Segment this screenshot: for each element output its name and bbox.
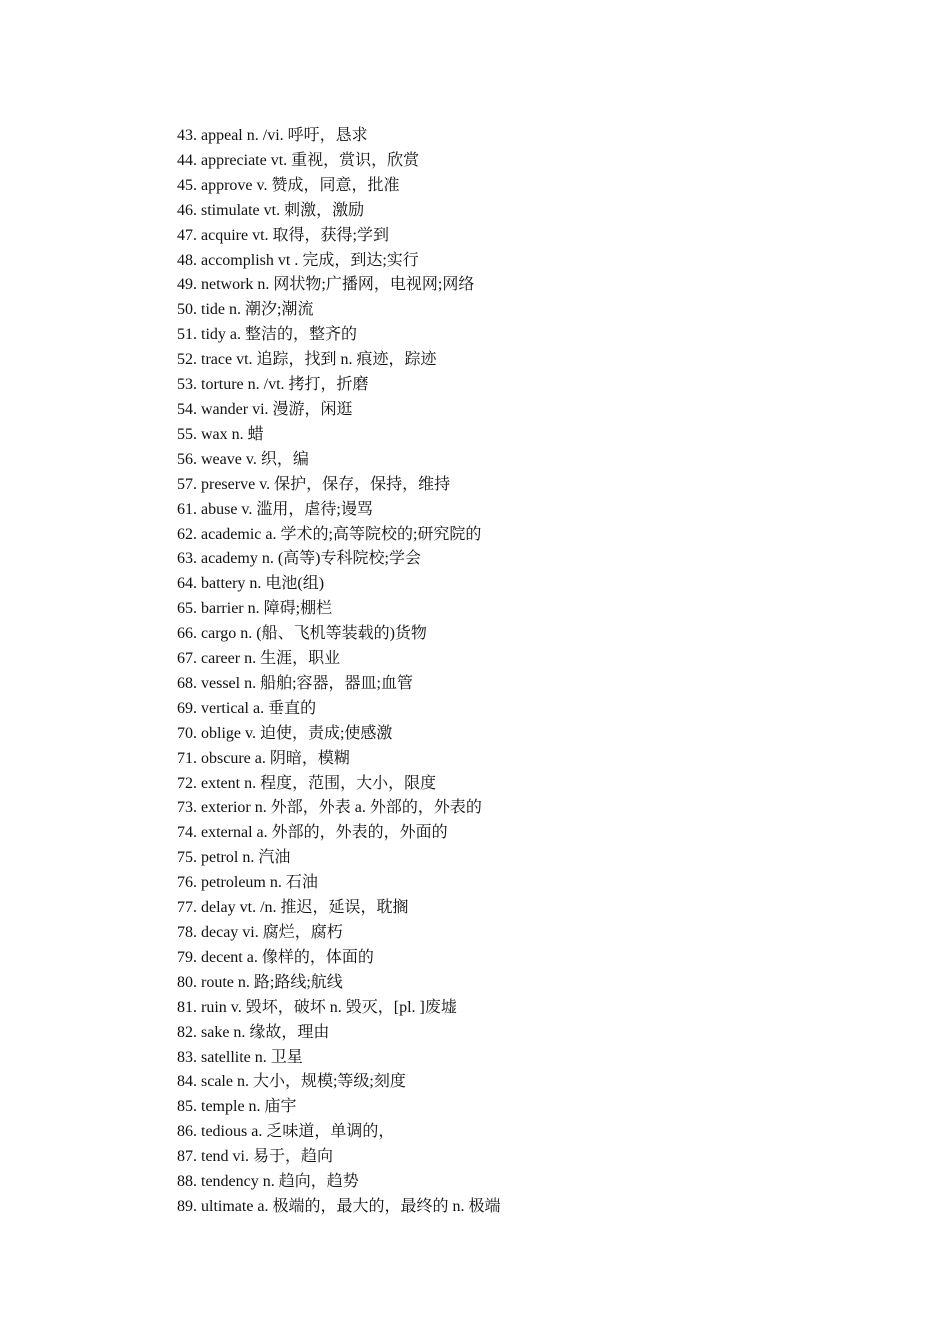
vocab-entry: 61. abuse v. 滥用，虐待;谩骂 (177, 500, 373, 518)
vocab-entry: 46. stimulate vt. 刺激，激励 (177, 201, 365, 219)
vocab-entry: 76. petroleum n. 石油 (177, 874, 318, 892)
vocab-entry: 64. battery n. 电池(组) (177, 575, 325, 593)
vocab-entry: 50. tide n. 潮汐;潮流 (177, 301, 314, 319)
vocab-entry: 56. weave v. 织，编 (177, 450, 309, 468)
vocab-entry: 78. decay vi. 腐烂，腐朽 (177, 924, 343, 941)
vocab-entry: 89. ultimate a. 极端的，最大的，最终的 n. 极端 (177, 1197, 501, 1215)
vocab-entry: 82. sake n. 缘故，理由 (177, 1023, 330, 1041)
vocab-entry: 45. approve v. 赞成，同意，批准 (177, 176, 400, 194)
vocab-entry: 53. torture n. /vt. 拷打，折磨 (177, 376, 369, 394)
vocab-entry: 68. vessel n. 船舶;容器，器皿;血管 (177, 674, 413, 692)
vocab-entry: 62. academic a. 学术的;高等院校的;研究院的 (177, 525, 482, 543)
vocab-entry: 49. network n. 网状物;广播网，电视网;网络 (177, 276, 475, 294)
vocab-entry: 75. petrol n. 汽油 (177, 849, 291, 867)
vocab-entry: 73. exterior n. 外部，外表 a. 外部的，外表的 (177, 799, 482, 817)
vocab-entry: 52. trace vt. 追踪，找到 n. 痕迹，踪迹 (177, 351, 437, 369)
vocab-entry: 65. barrier n. 障碍;棚栏 (177, 600, 333, 618)
vocab-entry: 81. ruin v. 毁坏，破坏 n. 毁灭，[pl. ]废墟 (177, 998, 457, 1016)
vocab-entry: 51. tidy a. 整洁的，整齐的 (177, 326, 357, 344)
vocab-entry: 63. academy n. (高等)专科院校;学会 (177, 550, 421, 568)
vocab-entry: 71. obscure a. 阴暗，模糊 (177, 749, 350, 767)
vocab-entry: 74. external a. 外部的，外表的，外面的 (177, 824, 448, 842)
vocab-entry: 70. oblige v. 迫使，责成;使感激 (177, 724, 393, 742)
vocab-entry: 79. decent a. 像样的，体面的 (177, 948, 374, 966)
vocab-entry: 43. appeal n. /vi. 呼吁，恳求 (177, 127, 368, 144)
vocab-entry: 83. satellite n. 卫星 (177, 1048, 303, 1066)
vocab-entry: 85. temple n. 庙宇 (177, 1098, 297, 1116)
vocabulary-list (177, 124, 501, 1220)
vocab-entry: 69. vertical a. 垂直的 (177, 699, 317, 717)
vocab-entry: 88. tendency n. 趋向，趋势 (177, 1173, 359, 1191)
vocab-entry: 72. extent n. 程度，范围，大小，限度 (177, 774, 437, 792)
vocab-entry: 54. wander vi. 漫游，闲逛 (177, 400, 353, 418)
vocab-entry: 77. delay vt. /n. 推迟，延误，耽搁 (177, 899, 409, 917)
vocab-entry: 47. acquire vt. 取得，获得;学到 (177, 226, 389, 244)
vocab-entry: 55. wax n. 蜡 (177, 425, 264, 443)
vocab-entry: 44. appreciate vt. 重视，赏识，欣赏 (177, 151, 420, 169)
vocab-entry: 48. accomplish vt . 完成，到达;实行 (177, 251, 419, 269)
vocab-entry: 86. tedious a. 乏味道，单调的， (177, 1123, 395, 1141)
vocab-entry: 57. preserve v. 保护，保存，保持，维持 (177, 475, 451, 493)
vocab-entry: 80. route n. 路;路线;航线 (177, 973, 343, 991)
vocab-entry: 84. scale n. 大小，规模;等级;刻度 (177, 1073, 406, 1091)
vocab-entry: 87. tend vi. 易于，趋向 (177, 1148, 333, 1166)
vocab-entry: 67. career n. 生涯，职业 (177, 650, 341, 668)
vocab-entry: 66. cargo n. (船、飞机等装载的)货物 (177, 625, 427, 643)
